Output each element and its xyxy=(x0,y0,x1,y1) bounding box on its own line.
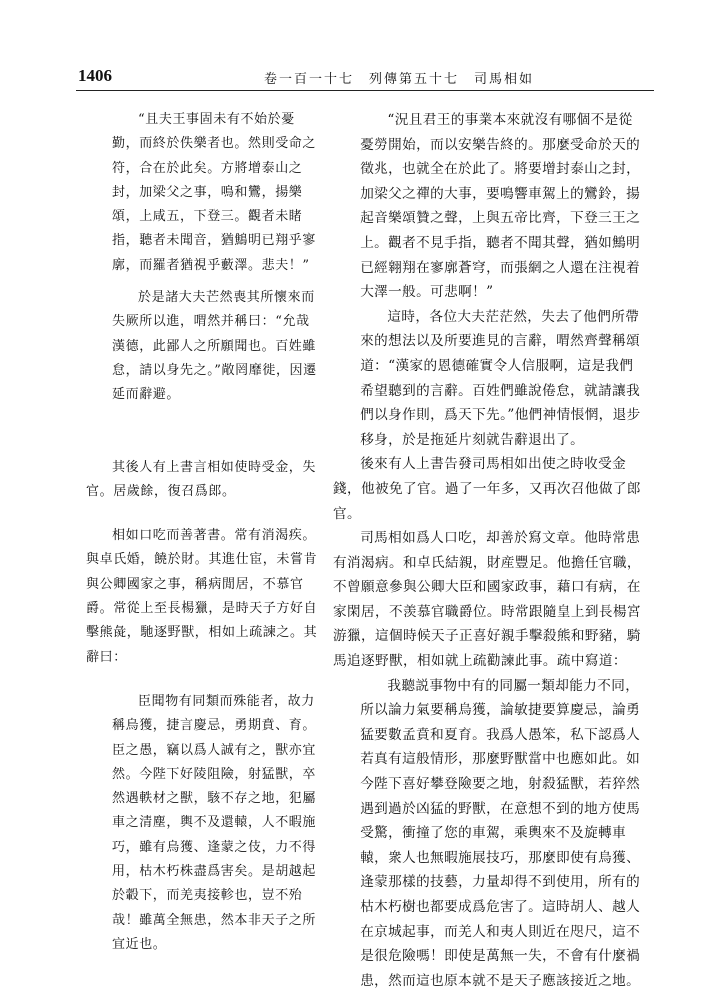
classical-text-column xyxy=(86,108,318,957)
translation-paragraph: 司馬相如爲人口吃，却善於寫文章。他時常患有消渴病。和卓氏結親，財産豐足。他擔任官職，不曾願意參與公卿大臣和國家政事，藉口有病，在家閑居，不羡慕官職爵位。時常跟隨皇上到長楊宮游獵，這個時候天子正喜好親手擊殺熊和野豬，騎馬追逐野獸，相如就上疏勸諫此事。疏中寫道： xyxy=(333,530,641,670)
translation-column xyxy=(333,108,643,993)
header-rule xyxy=(76,90,654,91)
page-header xyxy=(78,66,648,90)
running-head: 卷一百一十七 列傳第五十七 司馬相如 xyxy=(264,72,535,87)
translation-paragraph: 這時，各位大夫茫茫然，失去了他們所帶來的想法以及所要進見的言辭，喟然齊聲稱頌道：“漢家的恩德確實令人信服啊，這是我們希望聽到的言辭。百姓們雖說倦怠，就請讓我們以身作則，爲天下先。”他們神情悵惘，退步移身，於是拖延片刻就告辭退出了。 xyxy=(360,308,641,448)
translation-paragraph: 後來有人上書告發司馬相如出使之時收受金錢，他被免了官。過了一年多，又再次召他做了郎官。 xyxy=(333,456,641,522)
classical-quoted-memorial: 臣聞物有同類而殊能者，故力稱烏獲，捷言慶忌，勇期賁、育。臣之愚，竊以爲人誠有之，獸亦宜然。今陛下好陵阻險，射猛獸，卒然遇軼材之獸，駭不存之地，犯屬車之清塵，輿不及還轅，人不暇施巧，雖有烏獲、逢蒙之伎，力不得用，枯木朽株盡爲害矣。是胡越起於轂下，而羌夷接軫也，豈不殆哉！雖萬全無患，然本非天子之所宜近也。 xyxy=(112,693,317,952)
classical-paragraph: “且夫王事固未有不始於憂勤，而終於佚樂者也。然則受命之符，合在於此矣。方將增泰山之封，加梁父之事，鳴和鸞，揚樂頌，上咸五，下登三。觀者未睹指，聽者未聞音，猶鷦明已翔乎寥廓，而羅者猶視乎藪澤。悲夫！” xyxy=(112,112,317,273)
translation-quoted-memorial: 我聽説事物中有的同屬一類却能力不同，所以論力氣要稱烏獲，論敏捷要算慶忌，論勇猛要數孟賁和夏育。我爲人愚笨，私下認爲人若真有這般情形，那麼野獸當中也應如此。如今陛下喜好攀登險要之地，射殺猛獸，若猝然遇到過於凶猛的野獸，在意想不到的地方使馬受驚，衝撞了您的車駕，乘輿來不及旋轉車轅，衆人也無暇施展技巧，那麼即使有烏獲、逢蒙那樣的技藝，力量却得不到使用，所有的枯木朽樹也都要成爲危害了。這時胡人、越人在京城起事，而羌人和夷人則近在咫尺，這不是很危險嗎！即使是萬無一失，不會有什麼禍患，然而這也原本就不是天子應該接近之地。 xyxy=(360,677,641,989)
translation-paragraph: “況且君王的事業本來就沒有哪個不是從憂勞開始，而以安樂告終的。那麼受命於天的徵兆，也就全在於此了。將要增封泰山之封，加梁父之禪的大事，要鳴響車駕上的鸞鈴，揚起音樂頌贊之聲，上與五帝比齊，下登三王之上。觀者不見手指，聽者不聞其聲，猶如鷦明已經翱翔在寥廓蒼穹，而張網之人還在注視着大澤一般。可悲啊！” xyxy=(360,112,641,301)
classical-paragraph: 相如口吃而善著書。常有消渴疾。與卓氏婚，饒於財。其進仕宦，未嘗肯與公卿國家之事，稱病閒居，不慕官爵。常從上至長楊獵，是時天子方好自擊熊彘，馳逐野獸，相如上疏諫之。其辭曰： xyxy=(86,528,318,665)
classical-paragraph: 於是諸大夫芒然喪其所懷來而失厥所以進，喟然并稱曰：“允哉漢德，此鄙人之所願聞也。百姓雖怠，請以身先之。”敞罔靡徙，因遷延而辭避。 xyxy=(112,290,317,403)
classical-paragraph: 其後人有上書言相如使時受金，失官。居歲餘，復召爲郎。 xyxy=(86,459,317,499)
page-number: 1406 xyxy=(78,66,112,85)
